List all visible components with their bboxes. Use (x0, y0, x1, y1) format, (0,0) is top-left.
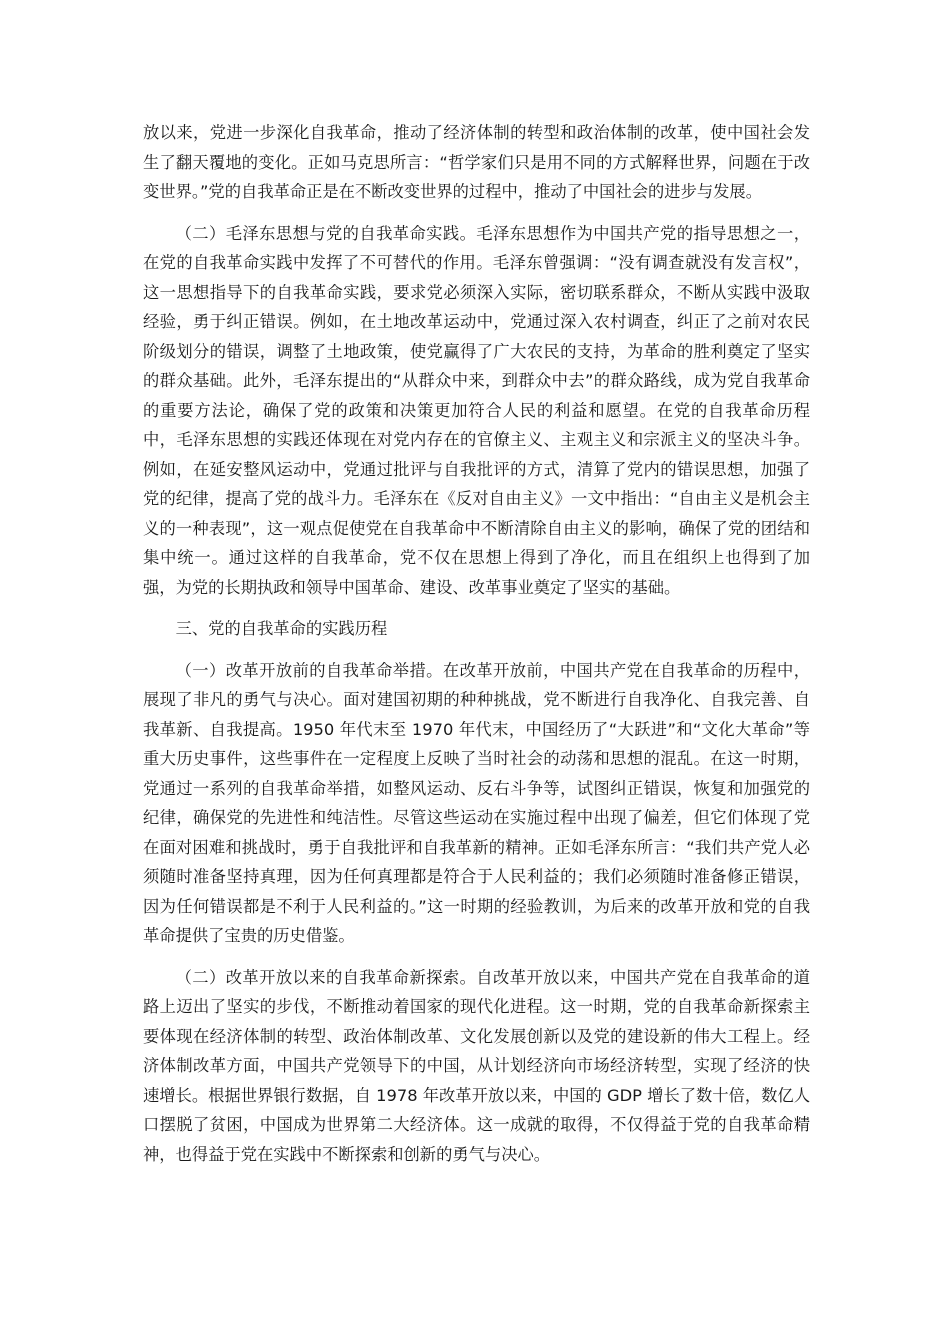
paragraph-mao-thought: （二）毛泽东思想与党的自我革命实践。毛泽东思想作为中国共产党的指导思想之一，在党的自我革命实践中发挥了不可替代的作用。毛泽东曾强调：“没有调查就没有发言权”，这一思想指导下的自我革命实践，要求党必须深入实际，密切联系群众，不断从实践中汲取经验，勇于纠正错误。例如，在土地改革运动中，党通过深入农村调查，纠正了之前对农民阶级划分的错误，调整了土地政策，使党赢得了广大农民的支持，为革命的胜利奠定了坚实的群众基础。此外，毛泽东提出的“从群众中来，到群众中去”的群众路线，成为党自我革命的重要方法论，确保了党的政策和决策更加符合人民的利益和愿望。在党的自我革命历程中，毛泽东思想的实践还体现在对党内存在的官僚主义、主观主义和宗派主义的坚决斗争。例如，在延安整风运动中，党通过批评与自我批评的方式，清算了党内的错误思想，加强了党的纪律，提高了党的战斗力。毛泽东在《反对自由主义》一文中指出：“自由主义是机会主义的一种表现”，这一观点促使党在自我革命中不断清除自由主义的影响，确保了党的团结和集中统一。通过这样的自我革命，党不仅在思想上得到了净化，而且在组织上也得到了加强，为党的长期执政和领导中国革命、建设、改革事业奠定了坚实的基础。 (143, 223, 810, 597)
document-page (143, 118, 810, 1181)
paragraph-after-reform: （二）改革开放以来的自我革命新探索。自改革开放以来，中国共产党在自我革命的道路上迈出了坚实的步伐，不断推动着国家的现代化进程。这一时期，党的自我革命新探索主要体现在经济体制的转型、政治体制改革、文化发展创新以及党的建设新的伟大工程上。经济体制改革方面，中国共产党领导下的中国，从计划经济向市场经济转型，实现了经济的快速增长。根据世界银行数据，自 1978 年改革开放以来，中国的 GDP 增长了数十倍，数亿人口摆脱了贫困，中国成为世界第二大经济体。这一成就的取得，不仅得益于党的自我革命精神，也得益于党在实践中不断探索和创新的勇气与决心。 (143, 967, 810, 1164)
section-heading: 三、党的自我革命的实践历程 (175, 619, 388, 638)
paragraph-before-reform: （一）改革开放前的自我革命举措。在改革开放前，中国共产党在自我革命的历程中，展现了非凡的勇气与决心。面对建国初期的种种挑战，党不断进行自我净化、自我完善、自我革新、自我提高。1950 年代末至 1970 年代末，中国经历了“大跃进”和“文化大革命”等重大历史事件，这些事件在一定程度上反映了当时社会的动荡和思想的混乱。在这一时期，党通过一系列的自我革命举措，如整风运动、反右斗争等，试图纠正错误，恢复和加强党的纪律，确保党的先进性和纯洁性。尽管这些运动在实施过程中出现了偏差，但它们体现了党在面对困难和挑战时，勇于自我批评和自我革新的精神。正如毛泽东所言：“我们共产党人必须随时准备坚持真理，因为任何真理都是符合于人民利益的；我们必须随时准备修正错误，因为任何错误都是不利于人民利益的。”这一时期的经验教训，为后来的改革开放和党的自我革命提供了宝贵的历史借鉴。 (143, 660, 810, 945)
paragraph-continuation: 放以来，党进一步深化自我革命，推动了经济体制的转型和政治体制的改革，使中国社会发生了翻天覆地的变化。正如马克思所言：“哲学家们只是用不同的方式解释世界，问题在于改变世界。”党的自我革命正是在不断改变世界的过程中，推动了中国社会的进步与发展。 (143, 123, 810, 201)
